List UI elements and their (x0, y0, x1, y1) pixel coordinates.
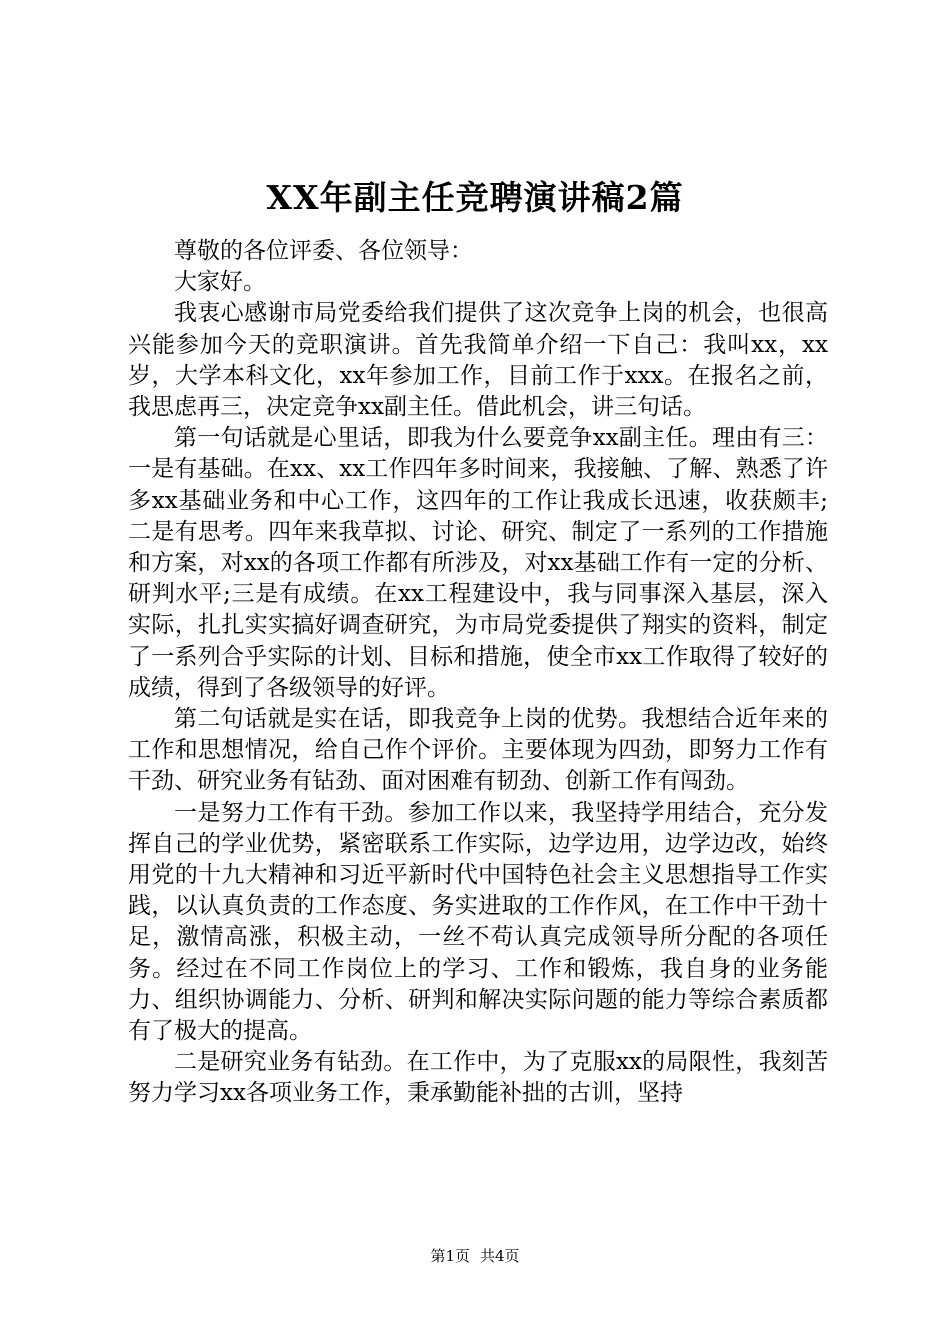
document-title: XX年副主任竞聘演讲稿2篇 (266, 178, 684, 217)
first-point-paragraph: 第一句话就是心里话，即我为什么要竞争xx副主任。理由有三：一是有基础。在xx、xx工作四年多时间来，我接触、了解、熟悉了许多xx基础业务和中心工作，这四年的工作让我成长迅速，收获颇丰;二是有思考。四年来我草拟、讨论、研究、制定了一系列的工作措施和方案，对xx的各项工作都有所涉及，对xx基础工作有一定的分析、研判水平;三是有成绩。在xx工程建设中，我与同事深入基层，深入实际，扎扎实实搞好调查研究，为市局党委提供了翔实的资料，制定了一系列合乎实际的计划、目标和措施，使全市xx工作取得了较好的成绩，得到了各级领导的好评。 (128, 425, 828, 701)
research-drive-paragraph: 二是研究业务有钻劲。在工作中，为了克服xx的局限性，我刻苦努力学习xx各项业务工作，秉承勤能补拙的古训，坚持 (128, 1049, 828, 1107)
salutation-paragraph: 尊敬的各位评委、各位领导： (174, 238, 473, 264)
document-body (128, 236, 828, 1110)
second-point-paragraph: 第二句话就是实在话，即我竞争上岗的优势。我想结合近年来的工作和思想情况，给自己作个评价。主要体现为四劲，即努力工作有干劲、研究业务有钻劲、面对困难有韧劲、创新工作有闯劲。 (128, 706, 828, 795)
page-total: 共4页 (480, 1247, 520, 1265)
greeting-paragraph: 大家好。 (174, 269, 266, 296)
introduction-paragraph: 我衷心感谢市局党委给我们提供了这次竞争上岗的机会，也很高兴能参加今天的竞职演讲。首先我简单介绍一下自己：我叫xx，xx岁，大学本科文化，xx年参加工作，目前工作于xxx。在报名之前，我思虑再三，决定竞争xx副主任。借此机会，讲三句话。 (128, 300, 828, 421)
page-number: 第1页 (430, 1247, 470, 1265)
page-footer (0, 1246, 950, 1266)
work-drive-paragraph: 一是努力工作有干劲。参加工作以来，我坚持学用结合，充分发挥自己的学业优势，紧密联系工作实际，边学边用，边学边改，始终用党的十九大精神和习近平新时代中国特色社会主义思想指导工作实践，以认真负责的工作态度、务实进取的工作作风，在工作中干劲十足，激情高涨，积极主动，一丝不苟认真完成领导所分配的各项任务。经过在不同工作岗位上的学习、工作和锻炼，我自身的业务能力、组织协调能力、分析、研判和解决实际问题的能力等综合素质都有了极大的提高。 (128, 799, 828, 1045)
